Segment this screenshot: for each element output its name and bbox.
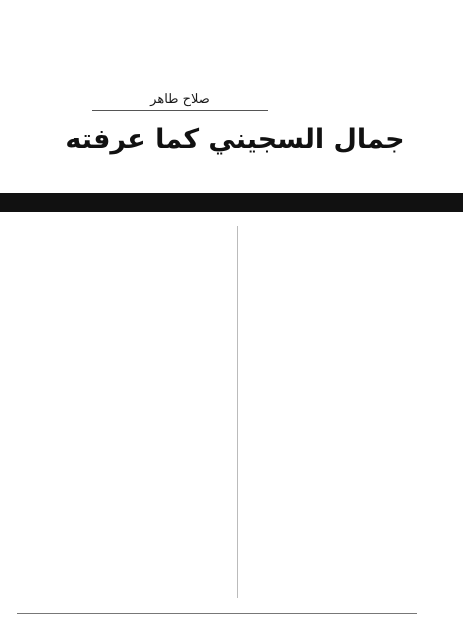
left-text-column — [17, 226, 230, 598]
author-byline: صلاح طاهر — [150, 92, 210, 107]
footer-rule — [17, 613, 417, 614]
headline-black-rule — [0, 193, 463, 212]
right-text-column — [244, 226, 447, 598]
article-headline: جمال السجيني كما عرفته — [65, 124, 405, 155]
column-divider — [237, 226, 238, 598]
byline-underline — [92, 110, 268, 111]
